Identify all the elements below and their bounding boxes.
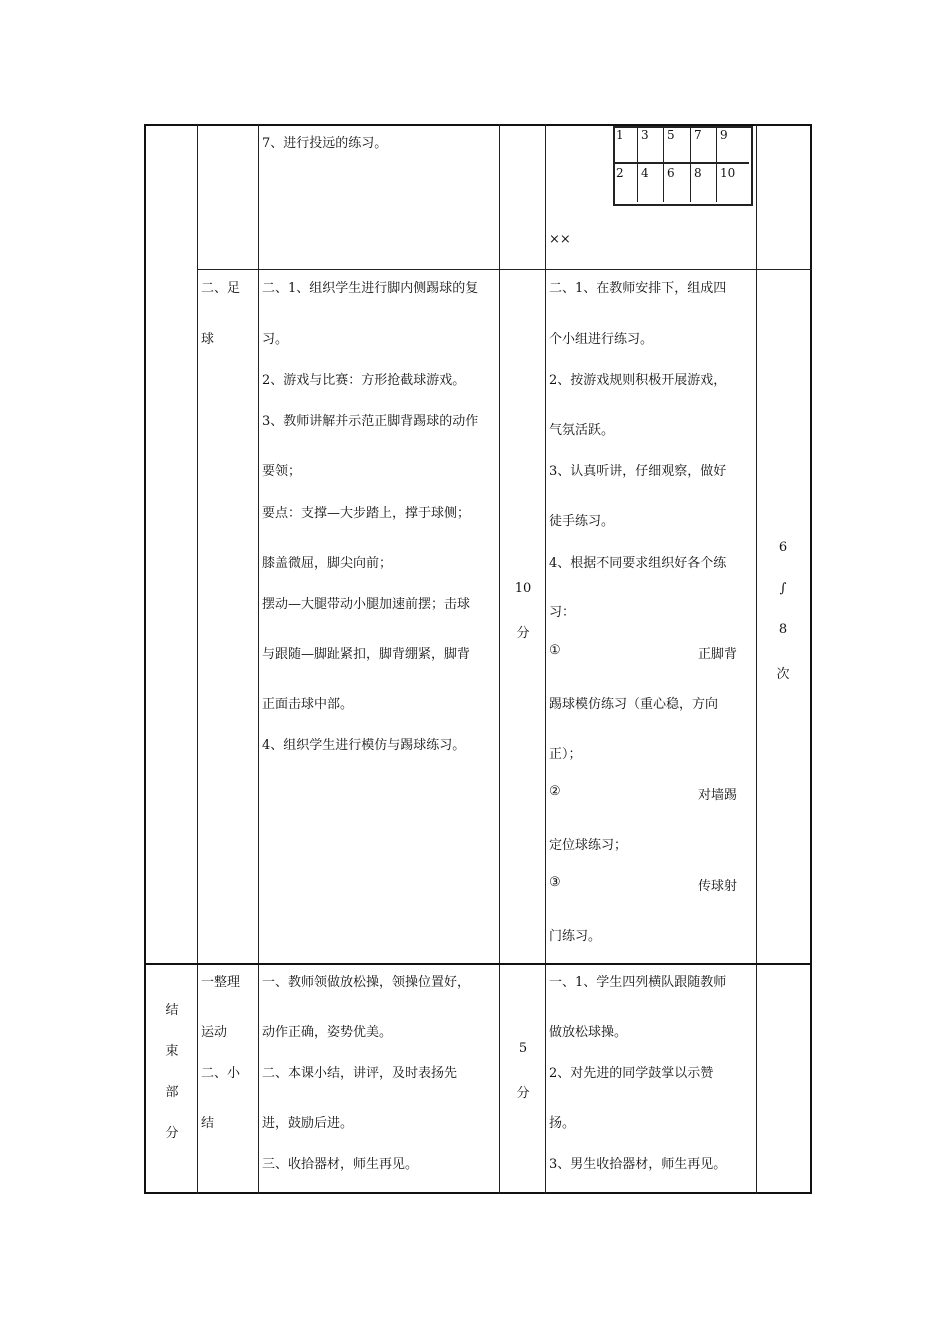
student-line: 二、1、在教师安排下，组成四 [549,281,727,296]
student-line: 3、男生收拾器材，师生再见。 [549,1157,727,1172]
content-line: 一、教师领做放松操，领操位置好， [262,975,471,990]
content-line: 要点：支撑—大步踏上，撑于球侧； [262,506,471,521]
section-label: 球 [201,332,215,347]
section-label: 二、足 [201,281,241,296]
grid-cell: 4 [641,166,649,180]
content-line: 膝盖微屈，脚尖向前； [262,556,393,571]
grid-cell: 7 [694,128,702,142]
student-item-tail: 传球射 [698,879,738,894]
part-label: 部 [165,1085,179,1100]
section-label: 结 [201,1116,215,1131]
section-label: 一整理 [201,975,241,990]
content-line: 三、收拾器材，师生再见。 [262,1157,419,1172]
student-line: 2、对先进的同学鼓掌以示赞 [549,1066,714,1081]
count-unit: 次 [776,667,790,682]
content-line: 习。 [262,332,289,347]
student-item-tail: 对墙踢 [698,788,738,803]
part-label: 分 [165,1126,179,1141]
section-label: 二、小 [201,1066,241,1081]
count-value: 6 [778,540,788,555]
section-label: 运动 [201,1025,228,1040]
grid-cell: 2 [616,166,624,180]
content-line: 要领； [262,464,302,479]
student-line: 3、认真听讲，仔细观察，做好 [549,464,727,479]
time-unit: 分 [516,626,530,641]
student-line: 4、根据不同要求组织好各个练 [549,556,727,571]
content-line: 二、本课小结，讲评，及时表扬先 [262,1066,458,1081]
time-unit: 分 [516,1086,530,1101]
part-label: 束 [165,1044,179,1059]
student-line: 习： [549,605,576,620]
count-symbol: ∫ [779,581,787,596]
student-item-num: ① [549,643,561,658]
content-line: 正面击球中部。 [262,697,354,712]
part-label: 结 [165,1003,179,1018]
row1-content: 7、进行投远的练习。 [262,136,388,151]
time-value: 5 [518,1041,528,1056]
student-line: 气氛活跃。 [549,423,615,438]
student-line: 一、1、学生四列横队跟随教师 [549,975,727,990]
student-item-next: 定位球练习； [549,838,628,853]
grid-cell: 8 [694,166,702,180]
student-item-tail: 正脚背 [698,647,738,662]
student-item-next: 门练习。 [549,929,602,944]
content-line: 2、游戏与比赛：方形抢截球游戏。 [262,373,466,388]
student-line: 扬。 [549,1116,576,1131]
student-item-num: ② [549,784,561,799]
student-line: 2、按游戏规则积极开展游戏， [549,373,727,388]
content-line: 二、1、组织学生进行脚内侧踢球的复 [262,281,479,296]
student-line: 徒手练习。 [549,514,615,529]
grid-cell: 9 [720,128,728,142]
content-line: 4、组织学生进行模仿与踢球练习。 [262,738,466,753]
student-item-next: 踢球模仿练习（重心稳，方向 [549,697,719,712]
grid-cell: 10 [720,166,736,180]
content-line: 3、教师讲解并示范正脚背踢球的动作 [262,414,479,429]
grid-cell: 5 [667,128,675,142]
content-line: 摆动—大腿带动小腿加速前摆；击球 [262,597,471,612]
cross-marks: ×× [549,232,571,247]
student-item-next: 正）； [549,747,582,762]
grid-cell: 6 [667,166,675,180]
student-line: 个小组进行练习。 [549,332,654,347]
grid-cell: 1 [616,128,624,142]
student-item-num: ③ [549,875,561,890]
content-line: 与跟随—脚趾紧扣，脚背绷紧，脚背 [262,647,471,662]
grid-cell: 3 [641,128,649,142]
student-line: 做放松球操。 [549,1025,628,1040]
time-value: 10 [514,581,532,596]
count-value: 8 [778,622,788,637]
content-line: 动作正确，姿势优美。 [262,1025,393,1040]
content-line: 进，鼓励后进。 [262,1116,354,1131]
